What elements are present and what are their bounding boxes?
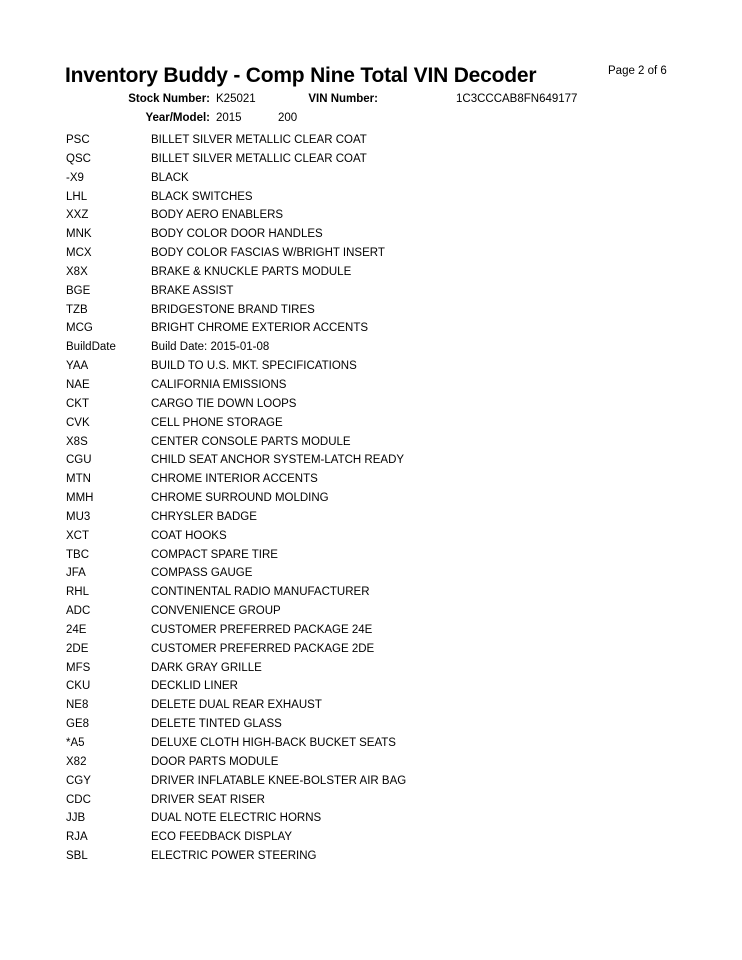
- table-row: [0, 699, 742, 718]
- option-description-cell: DARK GRAY GRILLE: [151, 661, 262, 674]
- option-description-cell: DECKLID LINER: [151, 680, 238, 693]
- option-description-cell: BODY AERO ENABLERS: [151, 209, 284, 222]
- option-code-cell: MNK: [66, 228, 92, 241]
- table-row: [0, 247, 742, 266]
- option-description-cell: BUILD TO U.S. MKT. SPECIFICATIONS: [151, 360, 357, 373]
- option-code-cell: 2DE: [66, 642, 89, 655]
- year-model-label: Year/Model:: [145, 112, 210, 124]
- option-description-cell: BILLET SILVER METALLIC CLEAR COAT: [151, 152, 367, 165]
- table-row: [0, 850, 742, 869]
- page-indicator: Page 2 of 6: [608, 65, 667, 77]
- option-description-cell: CONTINENTAL RADIO MANUFACTURER: [151, 586, 370, 599]
- option-description-cell: CELL PHONE STORAGE: [151, 416, 283, 429]
- option-code-cell: 24E: [66, 623, 87, 636]
- option-description-cell: DELETE TINTED GLASS: [151, 718, 282, 731]
- option-code-cell: MFS: [66, 661, 91, 674]
- table-row: [0, 360, 742, 379]
- option-description-cell: DOOR PARTS MODULE: [151, 755, 279, 768]
- meta-row-stock-vin: [0, 93, 742, 112]
- option-description-cell: DELETE DUAL REAR EXHAUST: [151, 699, 322, 712]
- table-row: [0, 436, 742, 455]
- table-row: [0, 605, 742, 624]
- table-row: [0, 379, 742, 398]
- option-description-cell: BODY COLOR DOOR HANDLES: [151, 228, 323, 241]
- option-codes-table: [0, 134, 742, 869]
- option-description-cell: CUSTOMER PREFERRED PACKAGE 2DE: [151, 642, 375, 655]
- table-row: [0, 228, 742, 247]
- option-code-cell: XXZ: [66, 209, 89, 222]
- table-row: [0, 794, 742, 813]
- option-code-cell: CKT: [66, 397, 89, 410]
- option-description-cell: CONVENIENCE GROUP: [151, 605, 281, 618]
- option-code-cell: CGU: [66, 454, 92, 467]
- option-description-cell: CHRYSLER BADGE: [151, 510, 257, 523]
- option-description-cell: BRIDGESTONE BRAND TIRES: [151, 303, 315, 316]
- table-row: [0, 662, 742, 681]
- option-code-cell: *A5: [66, 737, 85, 749]
- option-code-cell: SBL: [66, 850, 88, 863]
- option-code-cell: X8S: [66, 435, 88, 448]
- option-code-cell: ADC: [66, 605, 91, 618]
- table-row: [0, 417, 742, 436]
- stock-number-value: K25021: [216, 93, 256, 105]
- option-code-cell: RHL: [66, 586, 90, 599]
- table-row: [0, 775, 742, 794]
- option-code-cell: PSC: [66, 134, 90, 146]
- option-code-cell: -X9: [66, 171, 84, 184]
- option-code-cell: X82: [66, 755, 87, 768]
- option-code-cell: BGE: [66, 284, 91, 297]
- option-description-cell: DRIVER SEAT RISER: [151, 793, 265, 806]
- table-row: [0, 473, 742, 492]
- option-description-cell: BRAKE ASSIST: [151, 284, 234, 297]
- option-code-cell: MCG: [66, 322, 93, 335]
- vin-number-value: 1C3CCCAB8FN649177: [456, 93, 578, 105]
- table-row: [0, 831, 742, 850]
- option-description-cell: CALIFORNIA EMISSIONS: [151, 378, 287, 391]
- option-code-cell: MMH: [66, 492, 94, 505]
- table-row: [0, 511, 742, 530]
- option-description-cell: COMPACT SPARE TIRE: [151, 548, 278, 561]
- stock-number-label: Stock Number:: [128, 93, 210, 105]
- option-code-cell: TBC: [66, 548, 89, 561]
- option-code-cell: MCX: [66, 247, 92, 260]
- year-value: 2015: [216, 112, 242, 124]
- meta-row-year-model: [0, 112, 742, 131]
- option-description-cell: ELECTRIC POWER STEERING: [151, 850, 317, 863]
- vin-number-label: VIN Number:: [308, 93, 378, 105]
- table-row: [0, 191, 742, 210]
- table-row: [0, 624, 742, 643]
- table-row: [0, 209, 742, 228]
- table-row: [0, 812, 742, 831]
- option-code-cell: X8X: [66, 265, 88, 278]
- page-title: Inventory Buddy - Comp Nine Total VIN Decoder: [65, 64, 537, 87]
- option-code-cell: LHL: [66, 190, 88, 203]
- option-description-cell: BODY COLOR FASCIAS W/BRIGHT INSERT: [151, 247, 385, 260]
- table-row: [0, 756, 742, 775]
- option-code-cell: MU3: [66, 510, 91, 523]
- option-description-cell: CHROME INTERIOR ACCENTS: [151, 473, 318, 486]
- option-codes-body: [0, 134, 742, 869]
- option-code-cell: CDC: [66, 793, 91, 806]
- table-row: [0, 454, 742, 473]
- option-code-cell: CGY: [66, 774, 91, 787]
- table-row: [0, 492, 742, 511]
- table-row: [0, 341, 742, 360]
- model-value: 200: [278, 112, 298, 124]
- option-code-cell: CKU: [66, 680, 91, 693]
- table-row: [0, 567, 742, 586]
- option-code-cell: NAE: [66, 378, 90, 391]
- option-description-cell: BLACK: [151, 171, 189, 184]
- option-description-cell: COAT HOOKS: [151, 529, 227, 542]
- option-code-cell: QSC: [66, 152, 91, 165]
- option-code-cell: XCT: [66, 529, 89, 542]
- option-code-cell: MTN: [66, 473, 91, 486]
- option-description-cell: BILLET SILVER METALLIC CLEAR COAT: [151, 134, 367, 146]
- option-code-cell: NE8: [66, 699, 89, 712]
- option-description-cell: DELUXE CLOTH HIGH-BACK BUCKET SEATS: [151, 737, 396, 749]
- table-row: [0, 680, 742, 699]
- table-row: [0, 304, 742, 323]
- table-row: [0, 718, 742, 737]
- option-description-cell: BRAKE & KNUCKLE PARTS MODULE: [151, 265, 352, 278]
- option-code-cell: TZB: [66, 303, 88, 316]
- option-description-cell: CENTER CONSOLE PARTS MODULE: [151, 435, 351, 448]
- option-code-cell: JFA: [66, 567, 86, 580]
- option-code-cell: CVK: [66, 416, 90, 429]
- option-description-cell: COMPASS GAUGE: [151, 567, 253, 580]
- table-row: [0, 530, 742, 549]
- table-row: [0, 172, 742, 191]
- table-row: [0, 285, 742, 304]
- table-row: [0, 266, 742, 285]
- table-row: [0, 737, 742, 756]
- option-description-cell: Build Date: 2015-01-08: [151, 341, 270, 354]
- vehicle-meta-block: [0, 93, 742, 131]
- option-description-cell: CARGO TIE DOWN LOOPS: [151, 397, 297, 410]
- option-description-cell: ECO FEEDBACK DISPLAY: [151, 831, 293, 844]
- option-description-cell: DRIVER INFLATABLE KNEE-BOLSTER AIR BAG: [151, 774, 407, 787]
- option-description-cell: CHROME SURROUND MOLDING: [151, 492, 329, 505]
- option-description-cell: CUSTOMER PREFERRED PACKAGE 24E: [151, 623, 373, 636]
- option-code-cell: BuildDate: [66, 341, 116, 354]
- table-row: [0, 549, 742, 568]
- option-description-cell: DUAL NOTE ELECTRIC HORNS: [151, 812, 322, 825]
- option-description-cell: BLACK SWITCHES: [151, 190, 253, 203]
- option-code-cell: JJB: [66, 812, 86, 825]
- option-code-cell: GE8: [66, 718, 90, 731]
- option-description-cell: CHILD SEAT ANCHOR SYSTEM-LATCH READY: [151, 454, 405, 467]
- table-row: [0, 398, 742, 417]
- table-row: [0, 134, 742, 153]
- table-row: [0, 153, 742, 172]
- option-description-cell: BRIGHT CHROME EXTERIOR ACCENTS: [151, 322, 369, 335]
- table-row: [0, 643, 742, 662]
- option-code-cell: RJA: [66, 831, 88, 844]
- table-row: [0, 586, 742, 605]
- table-row: [0, 322, 742, 341]
- option-code-cell: YAA: [66, 360, 89, 373]
